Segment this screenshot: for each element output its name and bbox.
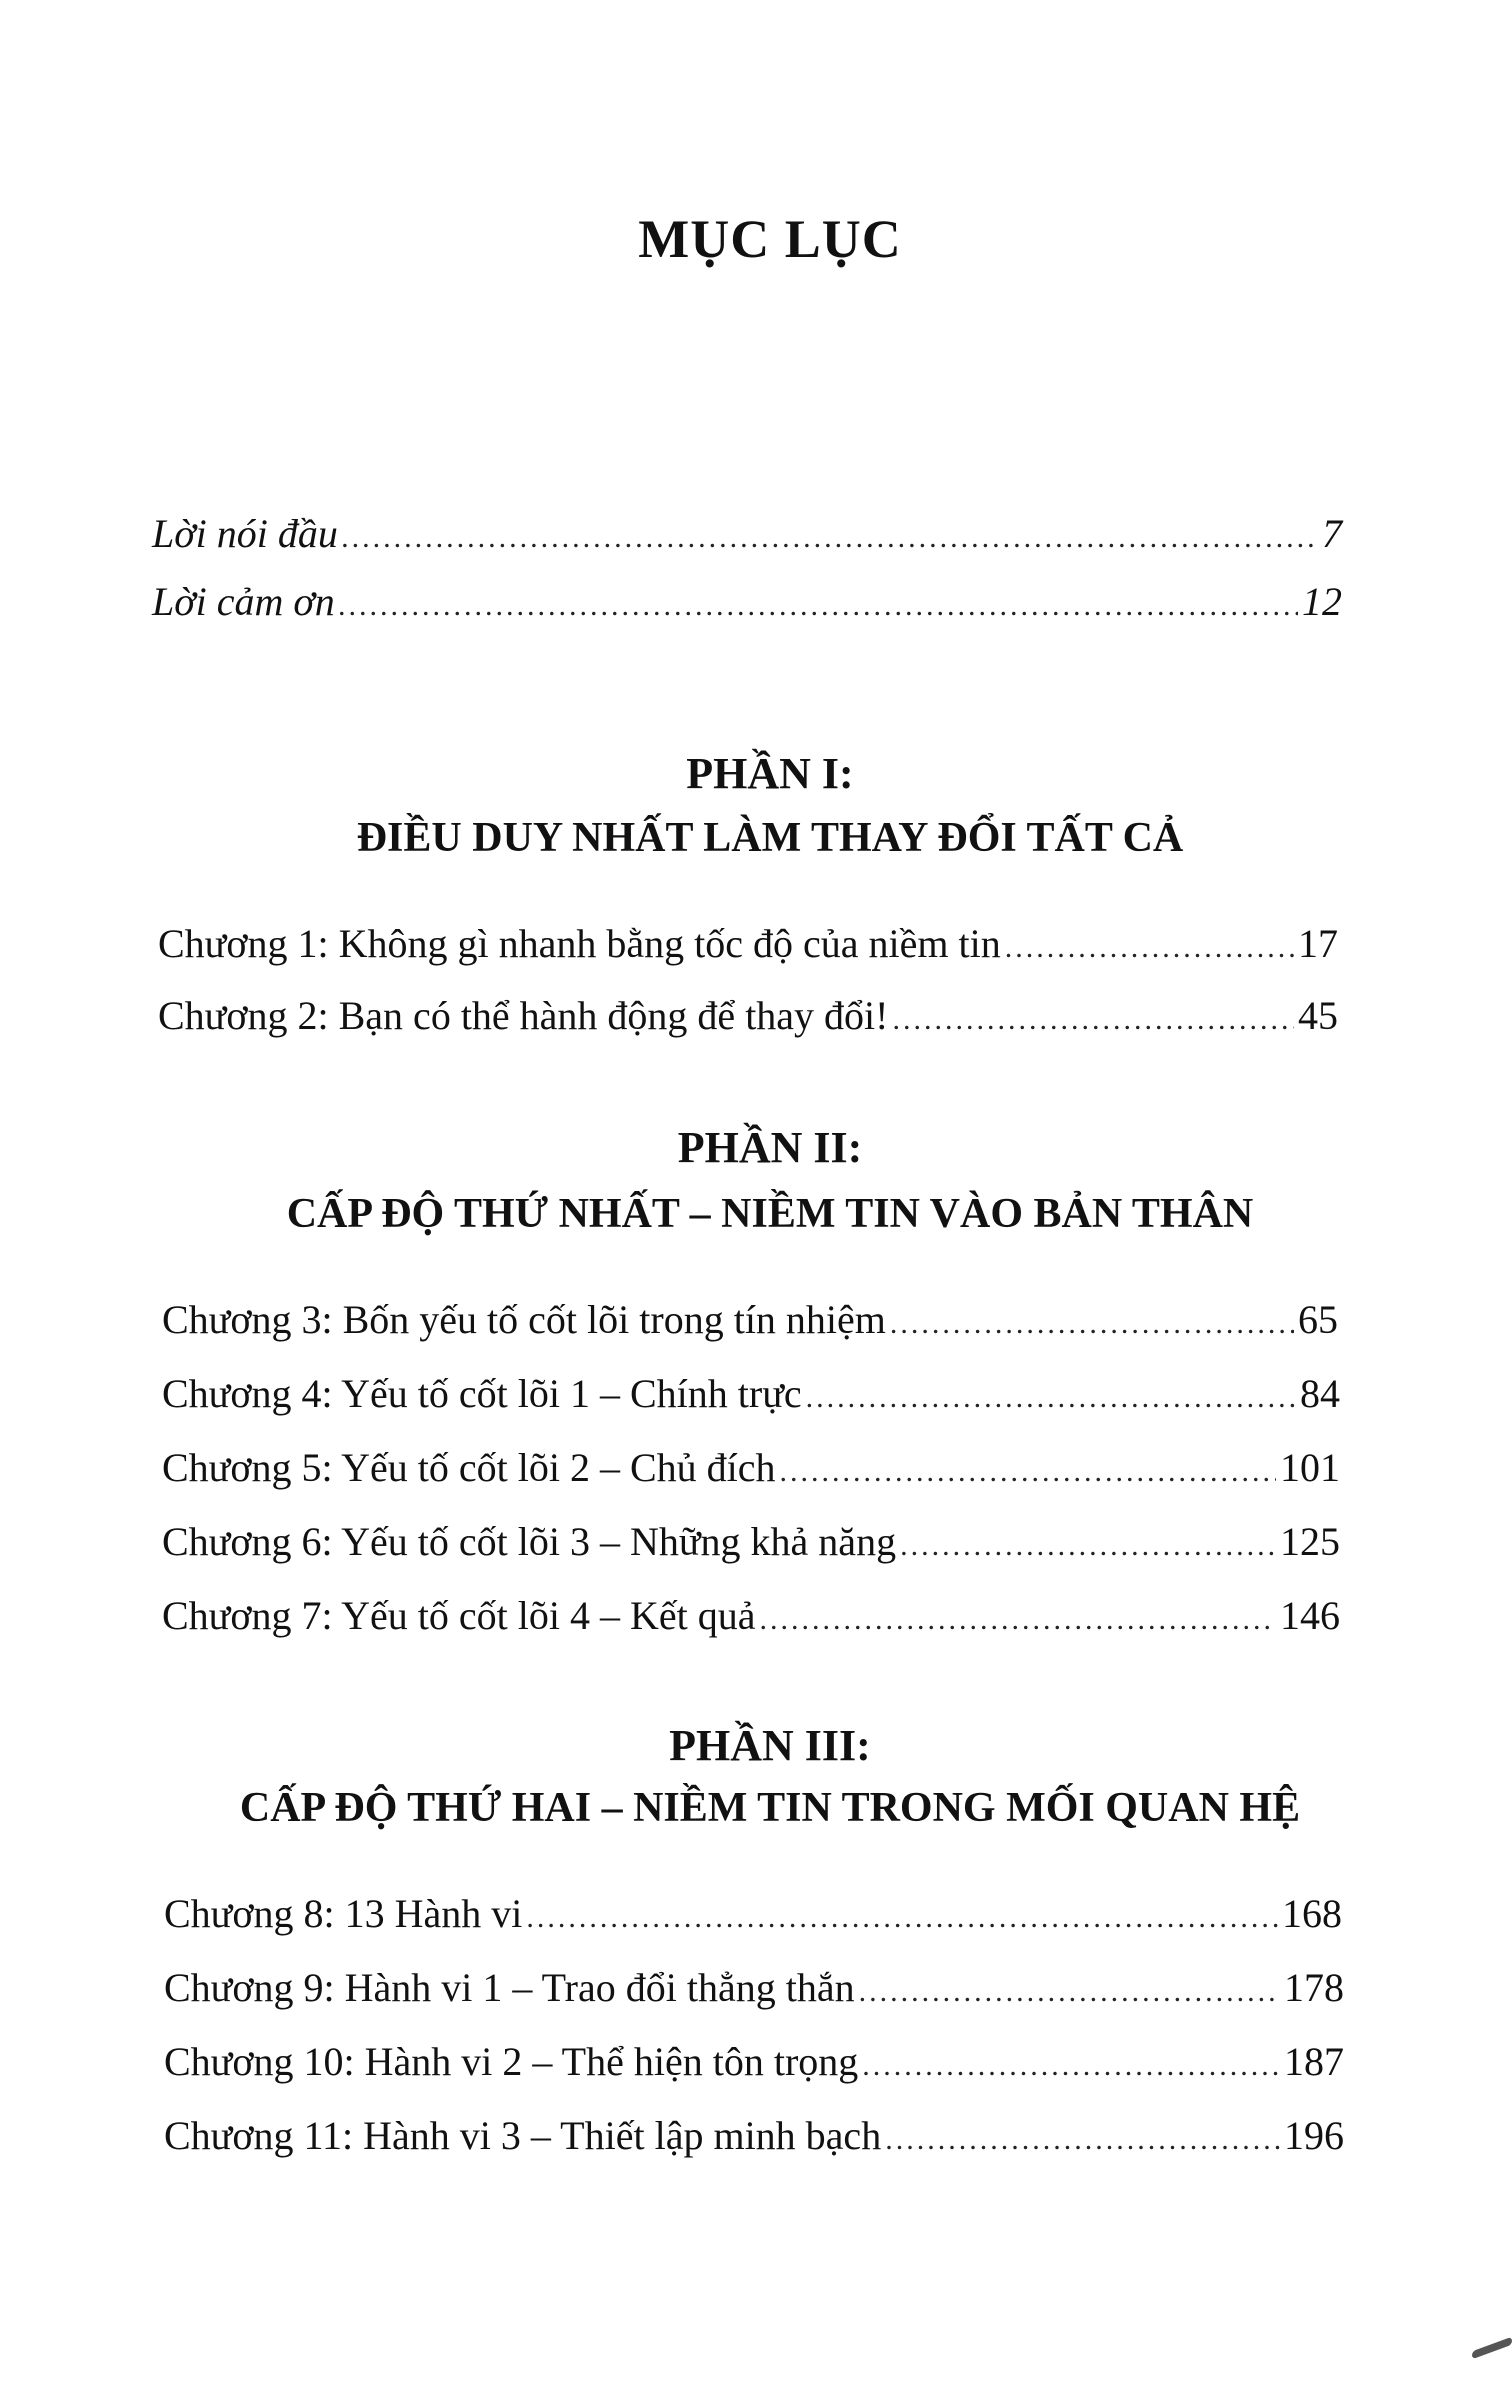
part-heading-name: ĐIỀU DUY NHẤT LÀM THAY ĐỔI TẤT CẢ [356, 815, 1184, 861]
toc-entry-page: 101 [1280, 1445, 1340, 1490]
toc-entry-page: 84 [1300, 1371, 1340, 1416]
part-heading-name: CẤP ĐỘ THỨ HAI – NIỀM TIN TRONG MỐI QUAN HỆ [239, 1785, 1301, 1831]
toc-entry-chapter [164, 1964, 1344, 2011]
toc-entry-page: 17 [1298, 921, 1338, 966]
toc-leader-dots [859, 1975, 1280, 2009]
toc-leader-dots [760, 1603, 1277, 1637]
toc-entry-label: Chương 6: Yếu tố cốt lõi 3 – Những khả năng [162, 1519, 897, 1564]
toc-leader-dots [1005, 931, 1294, 965]
toc-entry-page: 196 [1284, 2113, 1344, 2158]
toc-entry-label: Chương 8: 13 Hành vi [164, 1891, 523, 1936]
part-heading-label: PHẦN II: [677, 1123, 863, 1172]
toc-entry-label: Chương 2: Bạn có thể hành động để thay đổi! [158, 993, 889, 1038]
toc-entry-page: 7 [1322, 511, 1342, 556]
toc-entry-page: 187 [1284, 2039, 1344, 2084]
toc-leader-dots [862, 2049, 1280, 2083]
toc-entry-page: 12 [1302, 579, 1342, 624]
page-edge-mark [1472, 2337, 1512, 2360]
toc-entry-label: Lời nói đầu [152, 511, 338, 556]
toc-entry-chapter [164, 2038, 1344, 2085]
toc-leader-dots [780, 1455, 1276, 1489]
toc-entry-label: Chương 3: Bốn yếu tố cốt lõi trong tín nhiệm [162, 1297, 886, 1342]
toc-entry-chapter [158, 992, 1338, 1039]
toc-entry-label: Chương 1: Không gì nhanh bằng tốc độ của niềm tin [158, 921, 1001, 966]
toc-entry-acknowledgements [152, 578, 1342, 625]
toc-entry-label: Chương 5: Yếu tố cốt lõi 2 – Chủ đích [162, 1445, 776, 1490]
toc-entry-page: 146 [1280, 1593, 1340, 1638]
toc-entry-chapter [164, 1890, 1342, 1937]
toc-leader-dots [900, 1529, 1276, 1563]
toc-leader-dots [890, 1307, 1294, 1341]
toc-entry-page: 65 [1298, 1297, 1338, 1342]
toc-leader-dots [342, 521, 1318, 555]
toc-entry-page: 125 [1280, 1519, 1340, 1564]
toc-leader-dots [893, 1003, 1295, 1037]
toc-entry-chapter [158, 920, 1338, 967]
toc-leader-dots [526, 1901, 1278, 1935]
toc-entry-label: Chương 4: Yếu tố cốt lõi 1 – Chính trực [162, 1371, 802, 1416]
toc-leader-dots [885, 2123, 1280, 2157]
part-heading-name: CẤP ĐỘ THỨ NHẤT – NIỀM TIN VÀO BẢN THÂN [286, 1191, 1254, 1237]
part-heading-label: PHẦN I: [686, 749, 854, 798]
toc-entry-preface [152, 510, 1342, 557]
toc-entry-chapter [162, 1444, 1340, 1491]
toc-entry-label: Chương 11: Hành vi 3 – Thiết lập minh bạch [164, 2113, 882, 2158]
toc-entry-label: Chương 9: Hành vi 1 – Trao đổi thẳng thắn [164, 1965, 855, 2010]
toc-entry-page: 178 [1284, 1965, 1344, 2010]
toc-leader-dots [339, 589, 1298, 623]
page-title: MỤC LỤC [638, 209, 902, 269]
part-heading-label: PHẦN III: [669, 1721, 871, 1770]
toc-entry-label: Chương 10: Hành vi 2 – Thể hiện tôn trọng [164, 2039, 859, 2084]
toc-entry-label: Lời cảm ơn [152, 579, 335, 624]
toc-entry-chapter [162, 1592, 1340, 1639]
toc-entry-page: 168 [1282, 1891, 1342, 1936]
toc-entry-chapter [162, 1296, 1338, 1343]
toc-entry-chapter [162, 1518, 1340, 1565]
toc-entry-page: 45 [1298, 993, 1338, 1038]
toc-leader-dots [806, 1381, 1296, 1415]
toc-entry-chapter [164, 2112, 1344, 2159]
toc-entry-label: Chương 7: Yếu tố cốt lõi 4 – Kết quả [162, 1593, 756, 1638]
toc-entry-chapter [162, 1370, 1340, 1417]
